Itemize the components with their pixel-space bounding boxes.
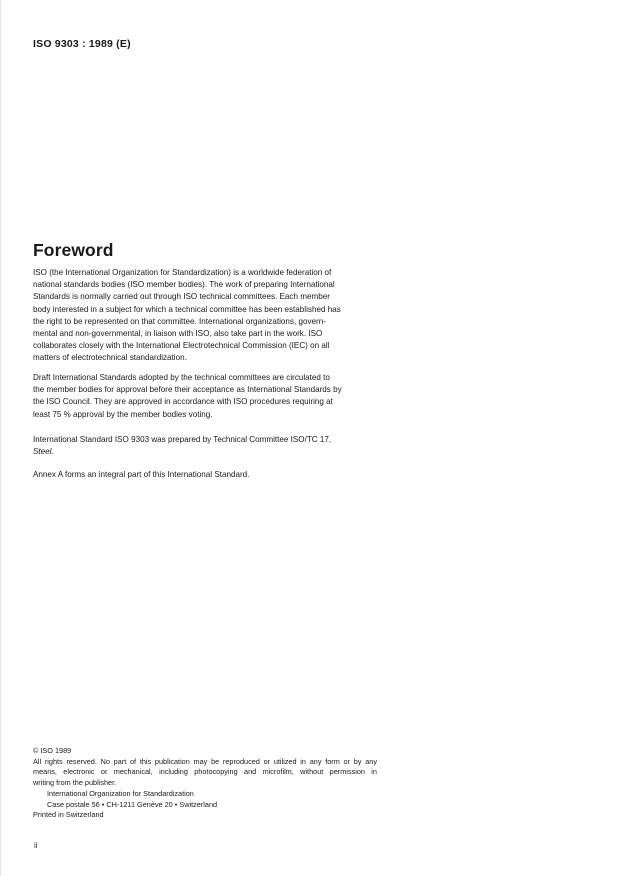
rights-line: writing from the publisher.: [33, 778, 117, 788]
rights-line: All rights reserved. No part of this publication may be reproduced or utilized in any form or by any: [33, 756, 377, 766]
text-line: national standards bodies (ISO member bodies). The work of preparing International: [33, 280, 335, 290]
text-line: matters of electrotechnical standardization.: [33, 353, 187, 363]
text-line: the member bodies for approval before their acceptance as International Standards by: [33, 385, 342, 395]
page-number: ii: [34, 841, 38, 850]
organization-name: International Organization for Standardization: [47, 788, 194, 798]
paragraph-annex: [33, 469, 377, 481]
text-line: Draft International Standards adopted by the technical committees are circulated to: [33, 373, 330, 382]
text-line: least 75 % approval by the member bodies voting.: [33, 409, 213, 419]
text-line: the right to be represented on that committee. International organizations, govern-: [33, 316, 326, 326]
text-line: Standards is normally carried out through ISO technical committees. Each member: [33, 292, 330, 302]
copyright-block: [33, 746, 377, 821]
page-edge: [0, 0, 2, 876]
text-line: ISO (the International Organization for Standardization) is a worldwide federation of: [33, 268, 332, 277]
paragraph-prepared-by: [33, 434, 377, 458]
text-line: body interested in a subject for which a technical committee has been established has: [33, 304, 341, 314]
document-header: ISO 9303 : 1989 (E): [33, 38, 131, 50]
committee-subject: Steel.: [33, 447, 54, 457]
section-title: Foreword: [33, 240, 114, 260]
paragraph-iso-federation: [33, 267, 377, 365]
rights-line: means, electronic or mechanical, including photocopying and microfilm, without permission in: [33, 767, 377, 777]
text-line: collaborates closely with the International Electrotechnical Commission (IEC) on all: [33, 341, 330, 351]
organization-address: Case postale 56 • CH-1211 Genève 20 • Switzerland: [47, 799, 218, 809]
paragraph-draft-standards: [33, 372, 377, 421]
copyright-notice: © ISO 1989: [33, 746, 72, 755]
text-line: mental and non-governmental, in liaison with ISO, also take part in the work. ISO: [33, 329, 323, 339]
text-line: the ISO Council. They are approved in accordance with ISO procedures requiring at: [33, 397, 333, 407]
text-line: Annex A forms an integral part of this International Standard.: [33, 470, 250, 479]
printed-location: Printed in Switzerland: [33, 810, 104, 820]
text-line: International Standard ISO 9303 was prepared by Technical Committee ISO/TC 17,: [33, 435, 332, 444]
